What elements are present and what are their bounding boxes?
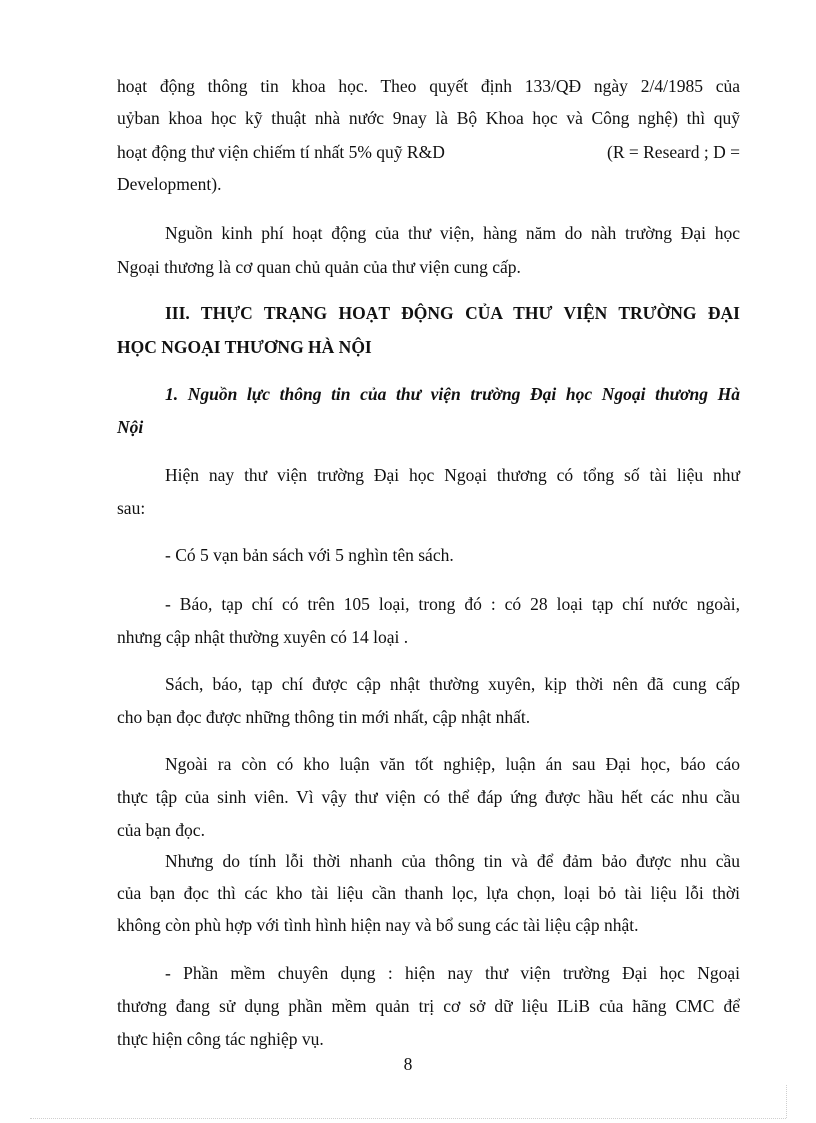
paragraph-2-line-1: Nguồn kinh phí hoạt động của thư viện, hàng năm do nàh trường Đại học [165, 223, 740, 243]
bullet-2-line-2: nhưng cập nhật thường xuyên có 14 loại . [117, 627, 409, 647]
bullet-1: - Có 5 vạn bản sách với 5 nghìn tên sách. [165, 545, 454, 565]
subsection-heading-line-1: 1. Nguồn lực thông tin của thư viện trường Đại học Ngoại thương Hà [165, 384, 740, 404]
paragraph-4-line-2: cho bạn đọc được những thông tin mới nhất, cập nhật nhất. [117, 707, 531, 727]
paragraph-7-line-2: thương đang sử dụng phần mềm quản trị cơ sở dữ liệu ILiB của hãng CMC để [117, 996, 740, 1016]
section-heading-line-2: HỌC NGOẠI THƯƠNG HÀ NỘI [117, 337, 372, 357]
subsection-heading-line-2: Nội [117, 417, 144, 437]
paragraph-1-line-1: hoạt động thông tin khoa học. Theo quyết định 133/QĐ ngày 2/4/1985 của [117, 76, 740, 96]
bullet-2-line-1: - Báo, tạp chí có trên 105 loại, trong đó : có 28 loại tạp chí nước ngoài, [165, 594, 740, 614]
paragraph-6-line-3: không còn phù hợp với tình hình hiện nay và bổ sung các tài liệu cập nhật. [117, 915, 639, 935]
paragraph-1-line-4: Development). [117, 174, 222, 194]
paragraph-2-line-2: Ngoại thương là cơ quan chủ quản của thư viện cung cấp. [117, 257, 521, 277]
paragraph-6-line-1: Nhưng do tính lỗi thời nhanh của thông tin và để đảm bảo được nhu cầu [165, 851, 740, 871]
paragraph-7-line-1: - Phần mềm chuyên dụng : hiện nay thư viện trường Đại học Ngoại [165, 963, 740, 983]
paragraph-7-line-3: thực hiện công tác nghiệp vụ. [117, 1029, 324, 1049]
section-heading-line-1: III. THỰC TRẠNG HOẠT ĐỘNG CỦA THƯ VIỆN TRƯỜNG ĐẠI [165, 303, 740, 323]
paragraph-5-line-1: Ngoài ra còn có kho luận văn tốt nghiệp, luận án sau Đại học, báo cáo [165, 754, 740, 774]
paragraph-4-line-1: Sách, báo, tạp chí được cập nhật thường xuyên, kịp thời nên đã cung cấp [165, 674, 740, 694]
paragraph-5-line-3: của bạn đọc. [117, 820, 205, 840]
page-border-bottom [30, 1118, 786, 1119]
paragraph-3-line-2: sau: [117, 498, 146, 518]
paragraph-5-line-2: thực tập của sinh viên. Vì vậy thư viện có thể đáp ứng được hầu hết các nhu cầu [117, 787, 740, 807]
paragraph-1-line-2: uỷban khoa học kỹ thuật nhà nước 9nay là Bộ Khoa học và Công nghệ) thì quỹ [117, 108, 740, 128]
paragraph-1-line-3-right: (R = Researd ; D = [607, 142, 740, 162]
paragraph-3-line-1: Hiện nay thư viện trường Đại học Ngoại thương có tổng số tài liệu như [165, 465, 740, 485]
page-border-right [786, 1085, 787, 1118]
paragraph-1-line-3-left: hoạt động thư viện chiếm tí nhất 5% quỹ R&D [117, 142, 445, 162]
paragraph-6-line-2: của bạn đọc thì các kho tài liệu cần thanh lọc, lựa chọn, loại bỏ tài liệu lỗi thời [117, 883, 740, 903]
page-number: 8 [403, 1054, 413, 1074]
